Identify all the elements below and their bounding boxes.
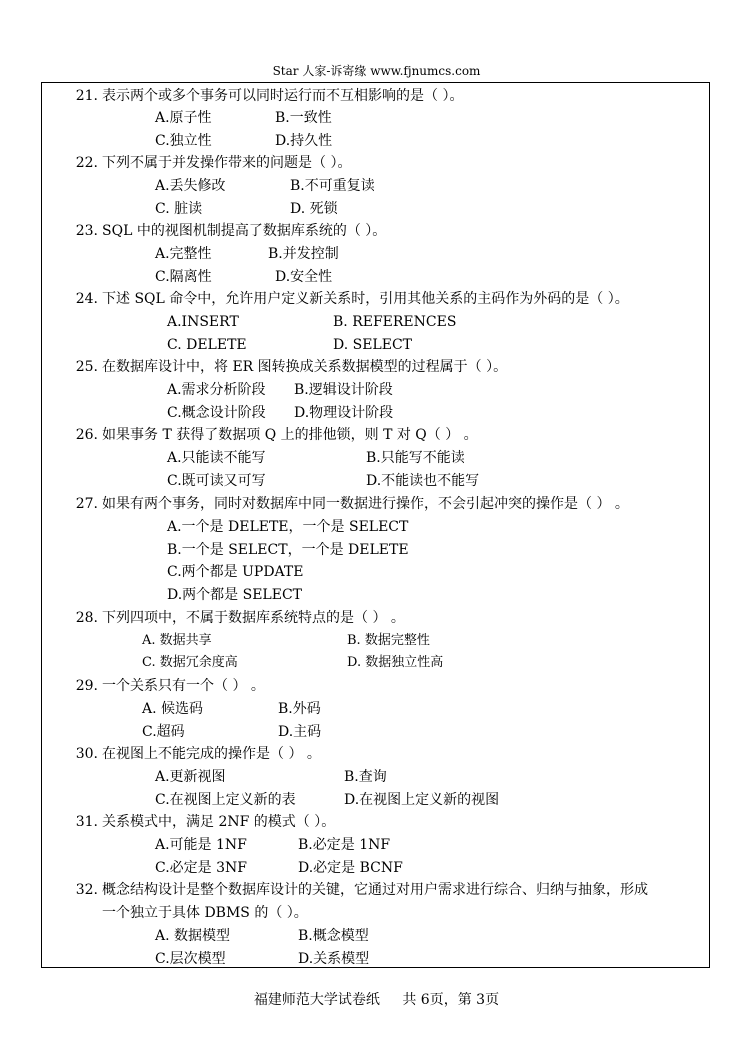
option-a: A. 数据共享 — [142, 633, 212, 648]
option-c: C.必定是 3NF — [155, 860, 247, 876]
option-d: D.关系模型 — [298, 951, 370, 967]
option-c: C.隔离性 — [155, 269, 212, 285]
option-b: B.并发控制 — [268, 246, 339, 262]
option-d: D.在视图上定义新的视图 — [344, 792, 500, 808]
question-stem: 在视图上不能完成的操作是（ ） 。 — [102, 746, 321, 762]
question-stem: 下列不属于并发操作带来的问题是（ ）。 — [102, 155, 352, 171]
option-a: A. 候选码 — [142, 701, 204, 717]
option-b: B.概念模型 — [298, 928, 369, 944]
option-a: A.INSERT — [167, 314, 239, 330]
option-d: D. 死锁 — [290, 201, 338, 217]
option-c: C.既可读又可写 — [167, 473, 266, 489]
question-stem: 如果有两个事务，同时对数据库中同一数据进行操作，不会引起冲突的操作是（ ） 。 — [102, 496, 629, 512]
option-b: B. REFERENCES — [333, 314, 457, 330]
option-a: A. 数据模型 — [155, 928, 231, 944]
option-b: B.逻辑设计阶段 — [294, 382, 393, 398]
question-stem: 下列四项中，不属于数据库系统特点的是（ ） 。 — [102, 610, 405, 626]
question-number: 32. — [75, 882, 98, 898]
question-stem-line2: 一个独立于具体 DBMS 的（ ）。 — [102, 905, 308, 921]
option-a: A.只能读不能写 — [167, 450, 266, 466]
option-c: C. DELETE — [167, 337, 247, 353]
option-a: A.可能是 1NF — [155, 837, 247, 853]
option-d: D.物理设计阶段 — [294, 405, 394, 421]
option-b: B.外码 — [278, 701, 321, 717]
option-c: C.层次模型 — [155, 951, 226, 967]
option-b: B.一致性 — [275, 110, 332, 126]
option-d: D.两个都是 SELECT — [167, 587, 303, 603]
question-stem: 关系模式中，满足 2NF 的模式（ ）。 — [102, 814, 336, 830]
question-stem: 一个关系只有一个（ ） 。 — [102, 678, 265, 694]
option-a: A.完整性 — [155, 246, 212, 262]
page-footer — [0, 989, 753, 1009]
option-a: A.丢失修改 — [155, 178, 226, 194]
option-c: C.概念设计阶段 — [167, 405, 266, 421]
option-c: C. 脏读 — [155, 201, 203, 217]
option-a: A.更新视图 — [155, 769, 226, 785]
option-c: C.两个都是 UPDATE — [167, 564, 304, 580]
question-number: 21. — [75, 88, 98, 104]
option-d: D.必定是 BCNF — [298, 860, 403, 876]
option-a: A.一个是 DELETE，一个是 SELECT — [167, 519, 409, 535]
option-d: D. 数据独立性高 — [347, 655, 444, 670]
option-a: A.需求分析阶段 — [167, 382, 266, 398]
option-c: C.超码 — [142, 724, 185, 740]
page-header: Star 人家-诉寄缘 www.fjnumcs.com — [272, 64, 481, 78]
option-d: D.主码 — [278, 724, 322, 740]
option-c: C.独立性 — [155, 133, 212, 149]
option-c: C.在视图上定义新的表 — [155, 792, 296, 808]
question-number: 29. — [75, 678, 98, 694]
option-b: B.必定是 1NF — [298, 837, 391, 853]
question-number: 25. — [75, 359, 98, 375]
question-stem: 表示两个或多个事务可以同时运行而不互相影响的是（ ）。 — [102, 88, 464, 104]
option-d: D. SELECT — [333, 337, 413, 353]
question-number: 22. — [75, 155, 98, 171]
option-c: C. 数据冗余度高 — [142, 655, 238, 670]
footer-page-count: 共 6页，第 3页 — [402, 992, 500, 1008]
question-stem: 下述 SQL 命令中，允许用户定义新关系时，引用其他关系的主码作为外码的是（ ）。 — [102, 291, 629, 307]
option-b: B. 数据完整性 — [347, 633, 430, 648]
question-number: 31. — [75, 814, 98, 830]
option-d: D.持久性 — [275, 133, 333, 149]
option-d: D.不能读也不能写 — [366, 473, 480, 489]
question-number: 23. — [75, 223, 98, 239]
question-stem: 如果事务 T 获得了数据项 Q 上的排他锁，则 T 对 Q（ ） 。 — [102, 427, 478, 443]
question-number: 27. — [75, 496, 98, 512]
question-number: 28. — [75, 610, 98, 626]
question-stem: SQL 中的视图机制提高了数据库系统的（ ）。 — [102, 223, 387, 239]
question-number: 30. — [75, 746, 98, 762]
option-a: A.原子性 — [155, 110, 212, 126]
question-stem: 概念结构设计是整个数据库设计的关键，它通过对用户需求进行综合、归纳与抽象，形成 — [102, 882, 648, 898]
option-b: B.查询 — [344, 769, 387, 785]
option-b: B.不可重复读 — [290, 178, 375, 194]
option-b: B.只能写不能读 — [366, 450, 465, 466]
question-32-continuation — [102, 903, 308, 923]
question-number: 24. — [75, 291, 98, 307]
question-stem: 在数据库设计中，将 ER 图转换成关系数据模型的过程属于（ ）。 — [102, 359, 508, 375]
option-d: D.安全性 — [275, 269, 333, 285]
question-number: 26. — [75, 427, 98, 443]
option-b: B.一个是 SELECT，一个是 DELETE — [167, 542, 409, 558]
footer-school: 福建师范大学试卷纸 — [253, 992, 380, 1008]
